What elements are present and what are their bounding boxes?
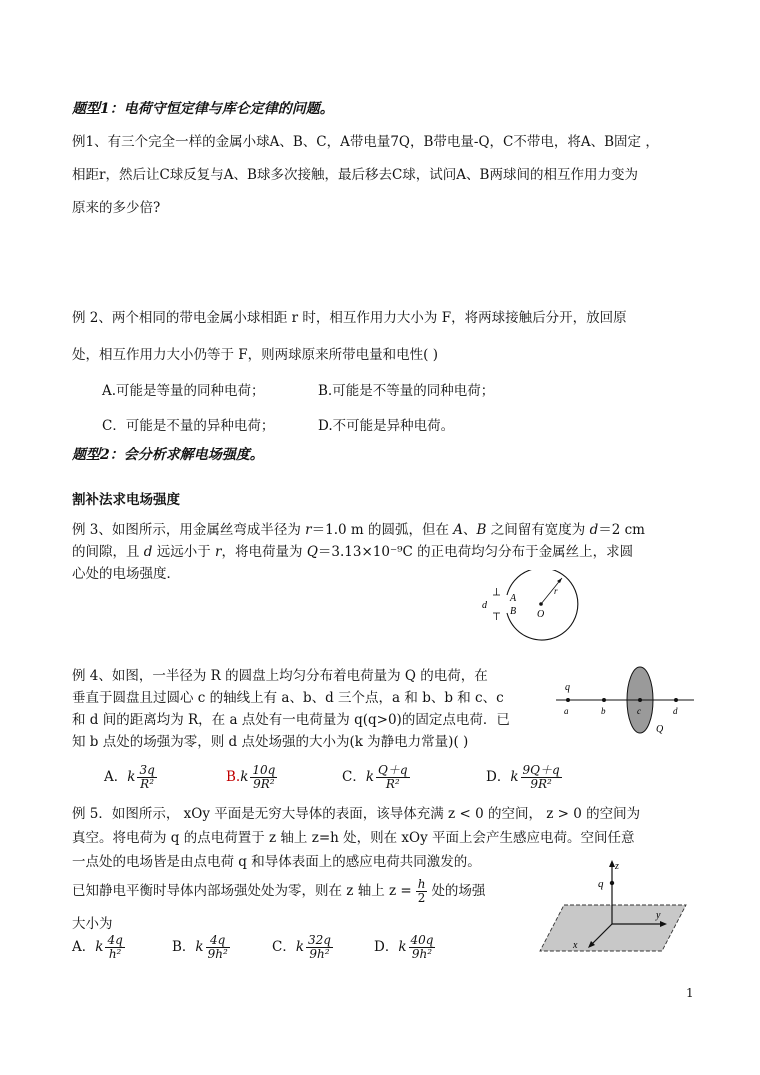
ex2-line-1: 例 2、两个相同的带电金属小球相距 r 时，相互作用力大小为 F，将两球接触后分开，放回原 bbox=[72, 310, 627, 326]
ex3-label-a: A bbox=[510, 593, 517, 604]
section-title-2: 题型2：会分析求解电场强度。 bbox=[72, 447, 264, 463]
ex5-option-d: D．k $\frac{40q}{\text{9h²}}$ bbox=[374, 933, 434, 961]
ex5-option-b: B．k $\frac{4q}{\text{9h²}}$ bbox=[172, 933, 228, 961]
ex4-option-c: C．k $\frac{Q+q}{\text{R²}}$ bbox=[342, 763, 408, 791]
ex5-line-3: 一点处的电场皆是由点电荷 q 和导体表面上的感应电荷共同激发的。 bbox=[72, 854, 481, 870]
ex5-label-q: q bbox=[598, 878, 604, 890]
ex4-line-3: 和 d 间的距离均为 R，在 a 点处有一电荷量为 q(q>0)的固定点电荷．已 bbox=[72, 712, 510, 728]
ex4-option-a: A．k $\frac{3q}{\text{R²}}$ bbox=[104, 763, 155, 791]
ex5-option-c: C．k $\frac{32q}{\text{9h²}}$ bbox=[272, 933, 331, 961]
ex4-line-4: 知 b 点处的场强为零，则 d 点处场强的大小为(k 为静电力常量)( ) bbox=[72, 734, 469, 750]
ex4-label-a: a bbox=[564, 706, 569, 716]
ex5-conductor-plane bbox=[540, 905, 686, 951]
ex4-option-b: B.k $\frac{10q}{\text{9R²}}$ bbox=[226, 763, 276, 791]
ex4-line-1: 例 4、如图，一半径为 R 的圆盘上均匀分布着电荷量为 Q 的电荷，在 bbox=[72, 668, 488, 684]
ex2-option-d: D.不可能是异种电荷。 bbox=[318, 418, 455, 434]
ex5-line-2: 真空。将电荷为 q 的点电荷置于 z 轴上 z=h 处，则在 xOy 平面上会产生感应电荷。空间任意 bbox=[72, 830, 635, 846]
ex1-line-1: 例1、有三个完全一样的金属小球A、B、C，A带电量7Q，B带电量-Q，C不带电，将A、B固定 ， bbox=[72, 134, 659, 150]
ex4-point-d bbox=[674, 698, 678, 702]
ex4-label-bigq: Q bbox=[656, 724, 664, 735]
ex5-charge-dot bbox=[610, 881, 614, 885]
ex3-label-b: B bbox=[510, 606, 517, 617]
ex4-label-d: d bbox=[673, 706, 678, 716]
ex4-line-2: 垂直于圆盘且过圆心 c 的轴线上有 a、b、d 三个点，a 和 b、b 和 c、c bbox=[72, 690, 504, 706]
ex2-option-c: C．可能是不量的异种电荷； bbox=[102, 418, 275, 434]
ex2-line-2: 处，相互作用力大小仍等于 F，则两球原来所带电量和电性( ) bbox=[72, 347, 438, 363]
ex3-label-o: O bbox=[537, 609, 545, 620]
ex3-label-d: d bbox=[482, 600, 487, 611]
ex5-line-1: 例 5．如图所示， xOy 平面是无穷大导体的表面，该导体充满 z < 0 的空间， z > 0 的空间为 bbox=[72, 806, 641, 822]
section-title-1: 题型1：电荷守恒定律与库仑定律的问题。 bbox=[72, 101, 334, 117]
ex4-label-c: c bbox=[637, 706, 641, 716]
ex3-label-r: r bbox=[554, 586, 558, 596]
ex4-point-c bbox=[638, 698, 642, 702]
ex3-radius-arrow bbox=[557, 578, 562, 583]
ex4-point-a bbox=[566, 698, 570, 702]
ex1-line-2: 相距r，然后让C球反复与A、B球多次接触，最后移去C球，试问A、B两球间的相互作用力变为 bbox=[72, 167, 638, 183]
ex3-center-dot bbox=[539, 602, 543, 606]
ex4-label-q: q bbox=[565, 682, 570, 693]
ex1-line-3: 原来的多少倍? bbox=[72, 200, 161, 216]
ex4-point-b bbox=[602, 698, 606, 702]
ex2-option-a: A.可能是等量的同种电荷； bbox=[102, 383, 265, 399]
ex5-line-5: 大小为 bbox=[72, 916, 113, 932]
ex3-line-2: 的间隙，且 d 远远小于 r，将电荷量为 Q＝3.13×10⁻⁹C 的正电荷均匀分布于金属丝上，求圆 bbox=[72, 544, 634, 560]
ex3-circle-figure bbox=[476, 570, 588, 648]
ex5-option-a: A．k $\frac{4q}{\text{h²}}$ bbox=[72, 933, 123, 961]
page-number: 1 bbox=[686, 986, 694, 1000]
ex4-disk-figure bbox=[552, 666, 702, 738]
ex4-label-b: b bbox=[601, 706, 606, 716]
ex5-label-y: y bbox=[656, 910, 661, 921]
ex5-label-x: x bbox=[573, 940, 578, 951]
ex5-line-4: 已知静电平衡时导体内部场强处处为零，则在 z 轴上 z = $\frac{h}{2}$ 处的场强 bbox=[72, 877, 486, 905]
ex2-option-b: B.可能是不等量的同种电荷； bbox=[318, 383, 495, 399]
ex5-plane-figure bbox=[536, 856, 692, 956]
ex3-line-3: 心处的电场强度． bbox=[72, 566, 180, 582]
ex3-line-1: 例 3、如图所示，用金属丝弯成半径为 r＝1.0 m 的圆弧，但在 A、B 之间留有宽度为 d＝2 cm bbox=[72, 522, 645, 538]
ex4-option-d: D．k $\frac{9Q+q}{\text{9R²}}$ bbox=[486, 763, 560, 791]
ex5-label-z: z bbox=[615, 861, 619, 872]
subsection-title: 割补法求电场强度 bbox=[72, 492, 180, 508]
